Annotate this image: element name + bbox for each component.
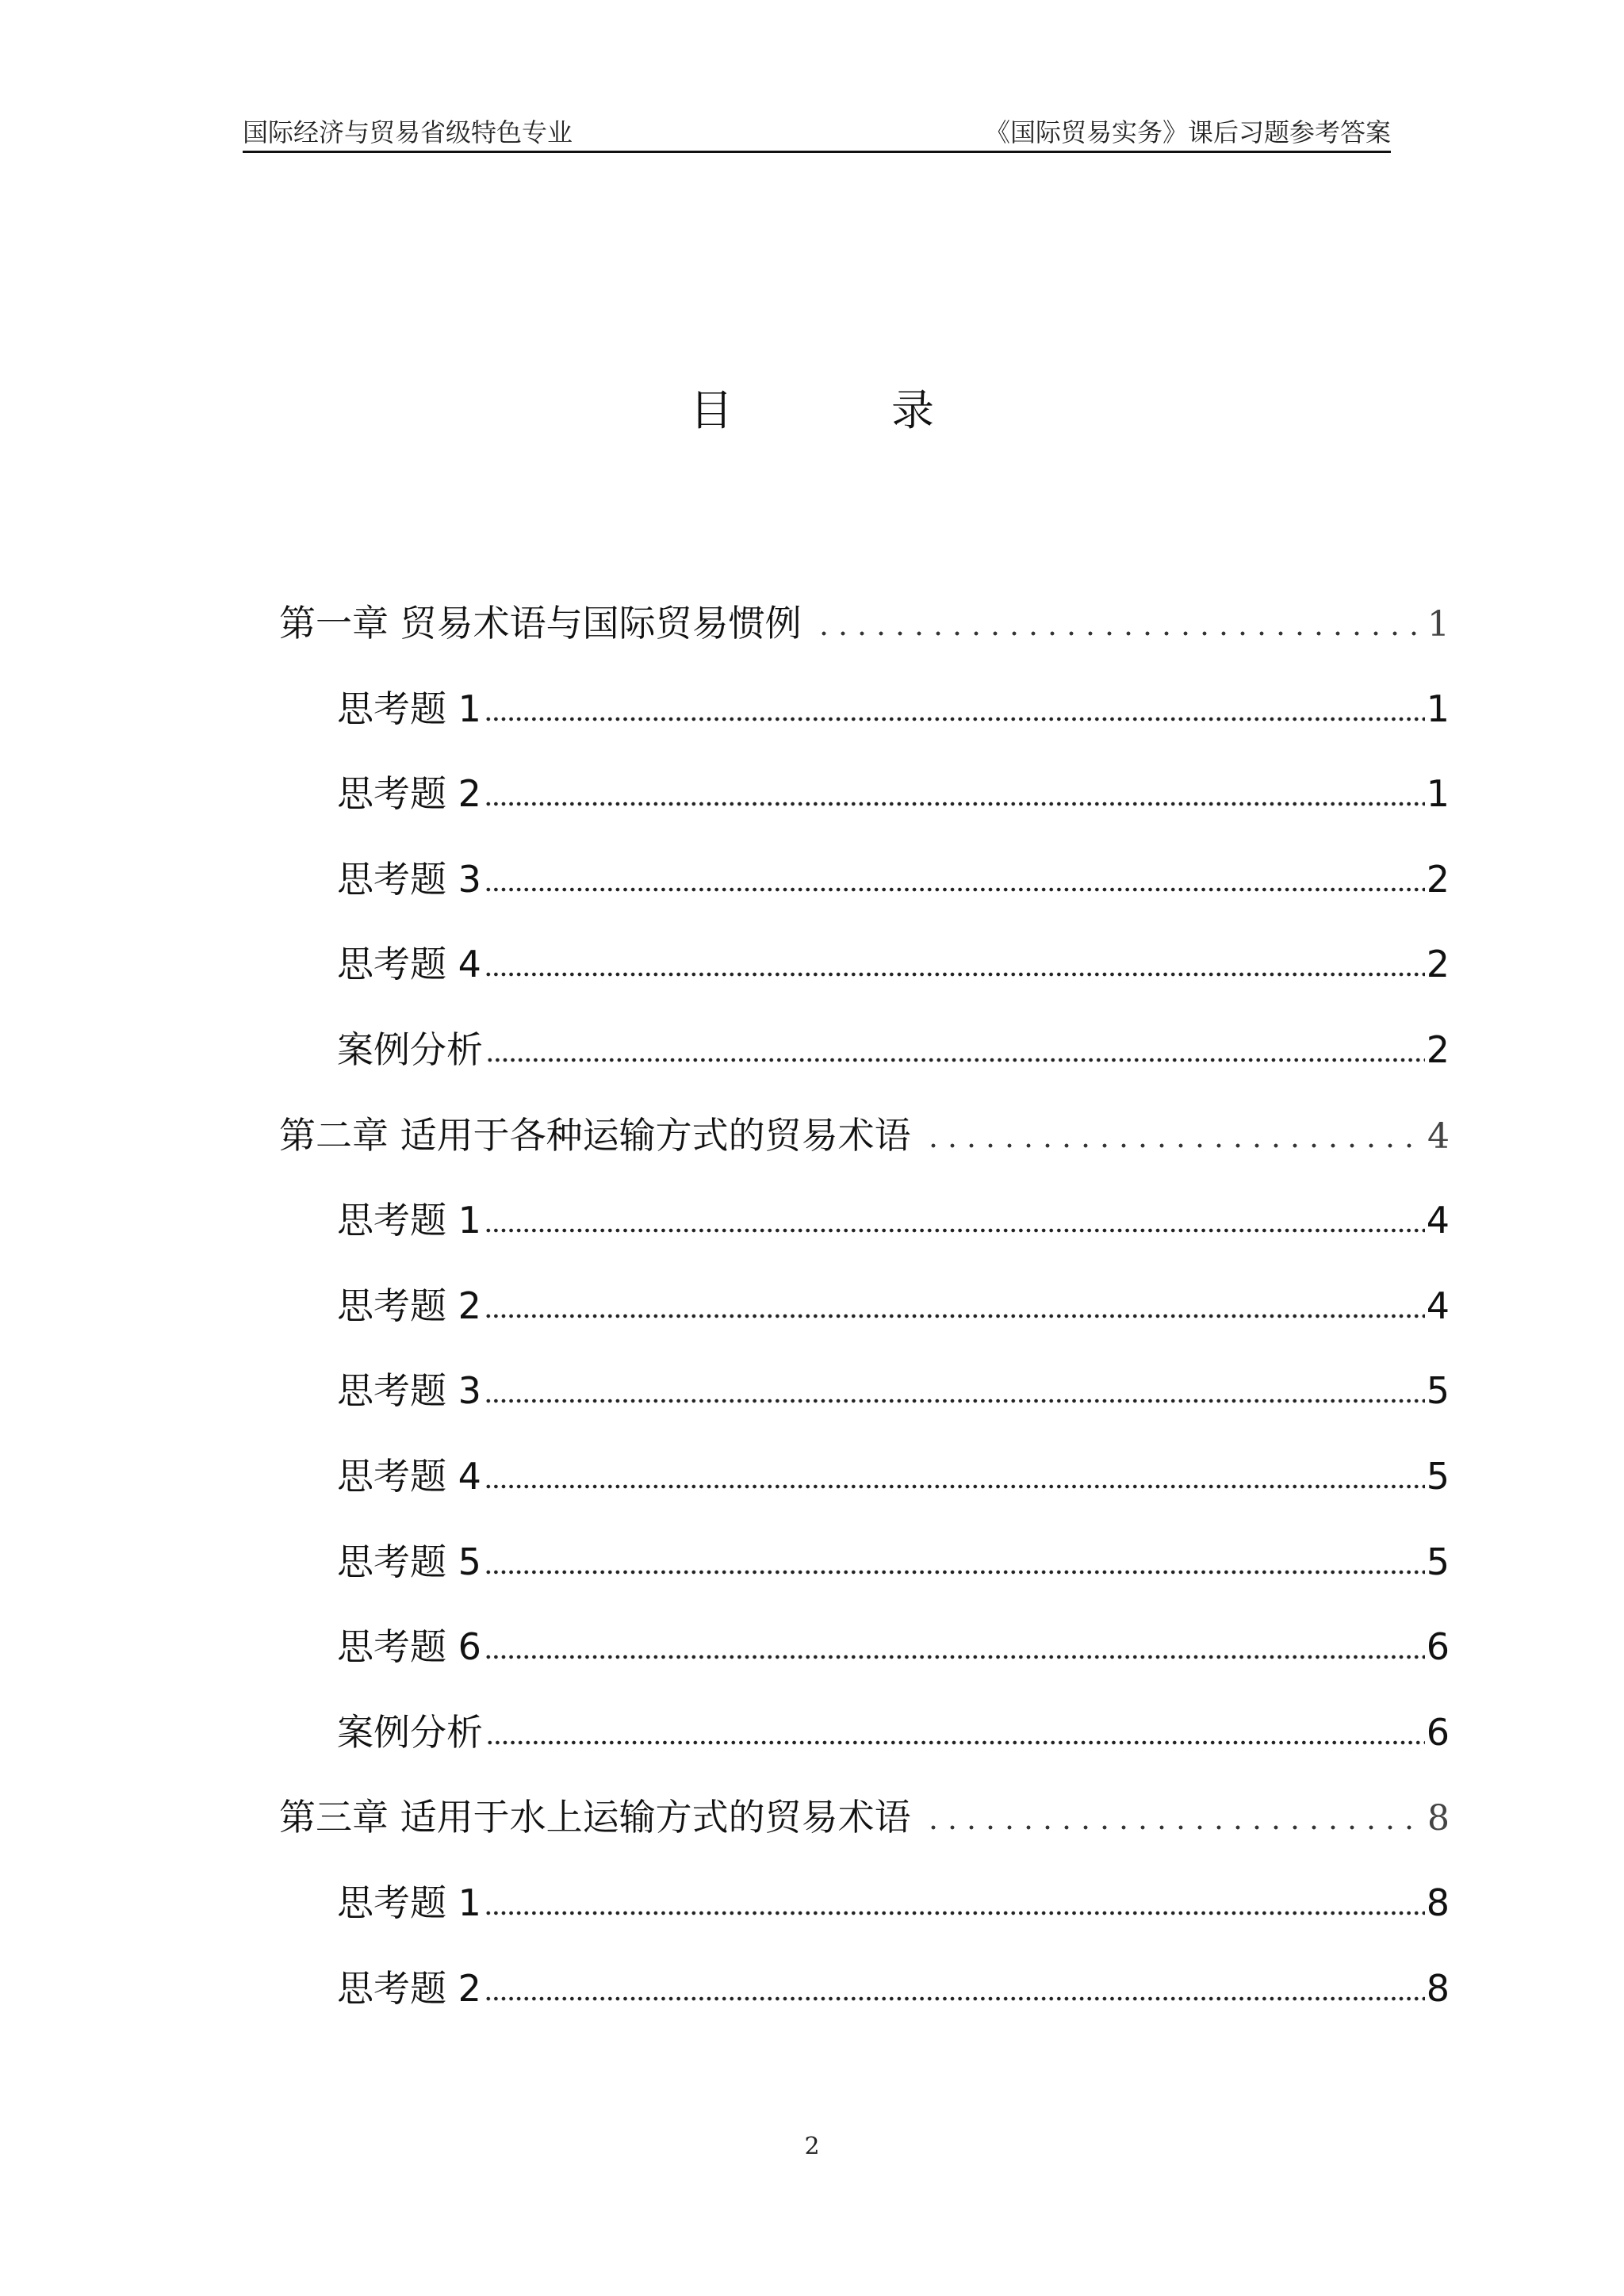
toc-entry-page-number: 1 <box>1427 604 1450 645</box>
toc-dot-leader <box>485 1966 1425 2003</box>
toc-title-first-char: 目 <box>690 385 733 435</box>
toc-chapter-entry[interactable] <box>279 1107 1450 1162</box>
toc-entry-page-number: 2 <box>1426 857 1450 901</box>
toc-entry-label: 思考题 1 <box>337 687 481 730</box>
toc-dot-leader <box>485 687 1425 723</box>
toc-section-entry[interactable] <box>337 1874 1450 1930</box>
toc-entry-page-number: 4 <box>1426 1284 1450 1327</box>
toc-dot-leader <box>485 1198 1425 1234</box>
toc-section-entry[interactable] <box>337 1960 1450 2015</box>
toc-dot-leader <box>485 1881 1425 1917</box>
toc-entry-page-number: 5 <box>1426 1369 1450 1413</box>
toc-section-entry[interactable] <box>337 1362 1450 1418</box>
toc-entry-page-number: 2 <box>1426 943 1450 986</box>
toc-entry-label: 第二章 适用于各种运输方式的贸易术语 <box>279 1113 911 1157</box>
toc-dot-leader <box>485 1368 1425 1405</box>
toc-entry-page-number: 1 <box>1426 772 1450 816</box>
toc-entry-label: 思考题 1 <box>337 1881 481 1924</box>
toc-title <box>0 379 1624 442</box>
toc-entry-page-number: 6 <box>1426 1710 1450 1754</box>
toc-dot-leader <box>485 1540 1425 1576</box>
toc-dot-leader <box>485 942 1425 978</box>
toc-entry-page-number: 4 <box>1427 1115 1450 1157</box>
toc-entry-label: 第一章 贸易术语与国际贸易惯例 <box>279 602 802 645</box>
toc-dot-leader <box>485 857 1425 894</box>
toc-entry-label: 思考题 5 <box>337 1540 481 1583</box>
header-right-text: 《国际贸易实务》课后习题参考答案 <box>984 117 1391 147</box>
toc-section-entry[interactable] <box>337 1277 1450 1333</box>
toc-entry-page-number: 4 <box>1426 1199 1450 1242</box>
toc-dot-leader <box>485 1454 1425 1490</box>
toc-entry-label: 思考题 3 <box>337 1369 481 1413</box>
toc-dot-leader <box>485 771 1425 808</box>
toc-dot-leader <box>485 1624 1425 1661</box>
toc-section-entry[interactable] <box>337 765 1450 821</box>
toc-entry-page-number: 2 <box>1426 1028 1450 1071</box>
toc-entry-page-number: 8 <box>1427 1798 1450 1839</box>
toc-section-entry[interactable] <box>337 1533 1450 1589</box>
toc-entry-label: 思考题 2 <box>337 1284 481 1327</box>
toc-entry-label: 思考题 2 <box>337 1966 481 2010</box>
toc-section-entry[interactable] <box>337 936 1450 991</box>
toc-title-second-char: 录 <box>891 385 934 435</box>
toc-section-entry[interactable] <box>337 680 1450 736</box>
toc-section-entry[interactable] <box>337 1021 1450 1077</box>
footer-page-number: 2 <box>804 2133 820 2160</box>
toc-entry-label: 思考题 4 <box>337 943 481 986</box>
toc-entry-page-number: 8 <box>1426 1966 1450 2010</box>
toc-entry-page-number: 8 <box>1426 1881 1450 1924</box>
toc-section-entry[interactable] <box>337 1618 1450 1674</box>
toc-chapter-entry[interactable] <box>279 1789 1450 1844</box>
toc-dot-leader <box>924 1795 1416 1831</box>
toc-entry-label: 思考题 1 <box>337 1199 481 1242</box>
toc-entry-label: 思考题 6 <box>337 1625 481 1669</box>
page-footer <box>0 2133 1624 2160</box>
toc-entry-label: 案例分析 <box>337 1710 483 1754</box>
toc-entry-page-number: 6 <box>1426 1625 1450 1669</box>
toc-dot-leader <box>486 1710 1425 1747</box>
page-header <box>243 101 1391 149</box>
toc-entry-page-number: 5 <box>1426 1540 1450 1583</box>
toc-dot-leader <box>486 1027 1425 1064</box>
toc-entry-page-number: 1 <box>1426 687 1450 730</box>
toc-section-entry[interactable] <box>337 1192 1450 1247</box>
toc-dot-leader <box>814 601 1416 637</box>
toc-section-entry[interactable] <box>337 1448 1450 1503</box>
toc-dot-leader <box>485 1284 1425 1320</box>
toc-entry-label: 思考题 2 <box>337 772 481 816</box>
header-rule <box>243 151 1391 153</box>
toc-entry-page-number: 5 <box>1426 1455 1450 1498</box>
toc-section-entry[interactable] <box>337 851 1450 906</box>
toc-entry-label: 第三章 适用于水上运输方式的贸易术语 <box>279 1796 911 1839</box>
toc-entry-label: 思考题 3 <box>337 857 481 901</box>
toc-dot-leader <box>924 1113 1416 1150</box>
toc-entry-label: 思考题 4 <box>337 1455 481 1498</box>
toc-entry-label: 案例分析 <box>337 1028 483 1071</box>
toc-chapter-entry[interactable] <box>279 595 1450 650</box>
header-left-text: 国际经济与贸易省级特色专业 <box>243 117 573 147</box>
toc-section-entry[interactable] <box>337 1704 1450 1759</box>
